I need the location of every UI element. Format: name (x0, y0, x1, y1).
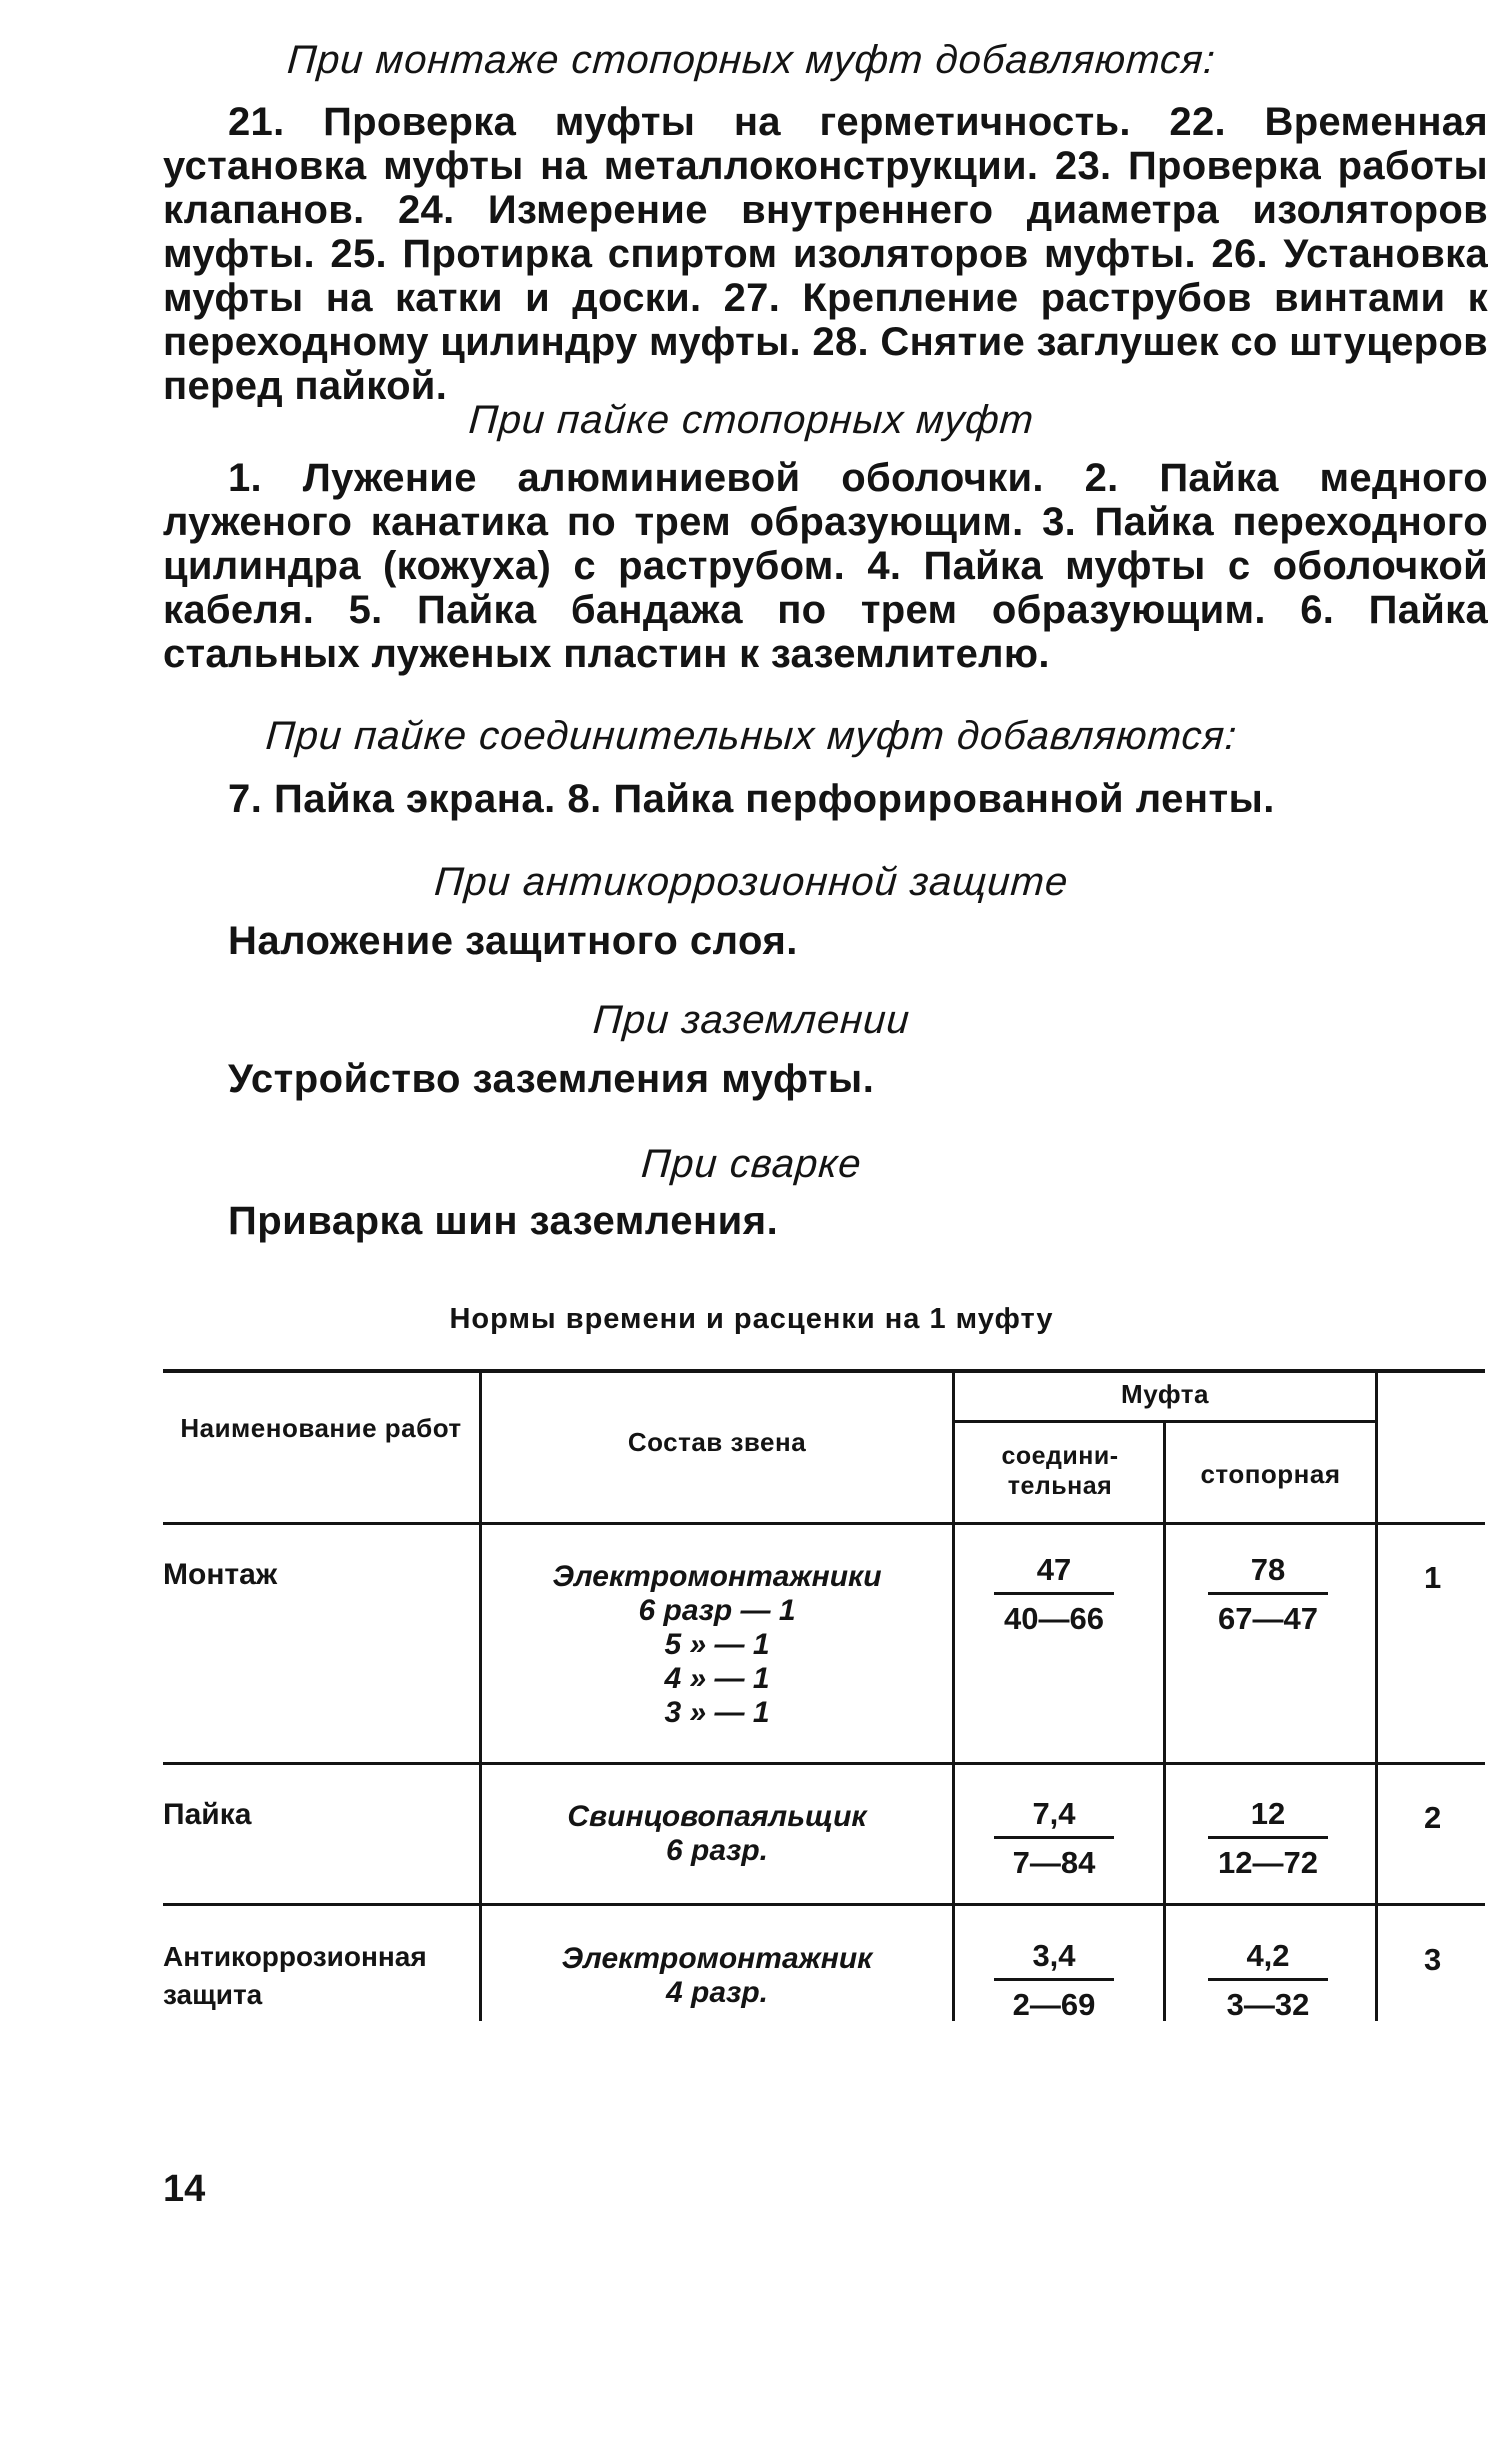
connecting-norm-price (994, 1794, 1114, 1883)
column-divider (1375, 1369, 1378, 2021)
crew-line: 4 разр. (666, 1976, 768, 2009)
header-connecting: соедини-тельная (1001, 1442, 1119, 1500)
column-divider (952, 1369, 955, 2021)
table-caption: Нормы времени и расценки на 1 муфту (449, 1303, 1054, 1335)
crew-line: 6 разр. (666, 1834, 768, 1867)
section-heading: При пайке соединительных муфт добавляются: (264, 714, 1239, 758)
connecting-norm-price (994, 1936, 1114, 2025)
table-top-rule (163, 1369, 1485, 1373)
stop-norm-price (1208, 1936, 1328, 2025)
crew-line: Электромонтажники (552, 1560, 882, 1593)
section-line: Приварка шин заземления. (228, 1199, 779, 1243)
row-work-name: Антикоррозионная защита (163, 1941, 427, 2010)
row-divider (163, 1762, 1485, 1765)
section-heading: При антикоррозионной защите (433, 860, 1070, 904)
section-heading: При монтаже стопорных муфт добавляются: (285, 38, 1218, 82)
crew-line: 3 » — 1 (664, 1696, 770, 1729)
price-value: 2—69 (1012, 1987, 1096, 2022)
page-number: 14 (163, 2168, 206, 2210)
header-work-name: Наименование работ (180, 1413, 462, 1443)
section-paragraph: 21. Проверка муфты на герметичность. 22. Временная установка муфты на металлоконструкции. 23. Проверка работы клапанов. 24. Измерение внутреннего диаметра изоляторов муфты. 25. Протирка спиртом изоляторов муфты. 26. Установка муфты на катки и доски. 27. Крепление раструбов винтами к переходному цилиндру муфты. 28. Снятие заглушек со штуцеров перед пайкой. (163, 100, 1488, 408)
crew-line: Электромонтажник (561, 1942, 873, 1975)
row-work-name: Монтаж (163, 1558, 278, 1591)
norm-value: 12 (1208, 1794, 1328, 1839)
price-value: 12—72 (1218, 1845, 1318, 1880)
crew-line: 5 » — 1 (664, 1628, 770, 1661)
section-heading: При пайке стопорных муфт (467, 398, 1036, 442)
price-value: 3—32 (1226, 1987, 1310, 2022)
row-number: 3 (1424, 1942, 1442, 1977)
section-heading: При заземлении (591, 998, 912, 1042)
row-crew (482, 1560, 952, 1730)
header-crew: Состав звена (627, 1427, 807, 1457)
section-line: Наложение защитного слоя. (228, 919, 798, 963)
row-divider (163, 1903, 1485, 1906)
price-value: 40—66 (1004, 1601, 1104, 1636)
norm-value: 4,2 (1208, 1936, 1328, 1981)
row-work-name: Пайка (163, 1798, 252, 1831)
crew-line: Свинцовопаяльщик (567, 1800, 867, 1833)
row-crew (482, 1800, 952, 1868)
section-paragraph: 1. Лужение алюминиевой оболочки. 2. Пайка медного луженого канатика по трем образующим. 3. Пайка переходного цилиндра (кожуха) с раструбом. 4. Пайка муфты с оболочкой кабеля. 5. Пайка бандажа по трем образующим. 6. Пайка стальных луженых пластин к заземлителю. (163, 456, 1488, 676)
row-number: 2 (1424, 1800, 1442, 1835)
row-crew (482, 1942, 952, 2010)
stop-norm-price (1208, 1794, 1328, 1883)
norm-value: 3,4 (994, 1936, 1114, 1981)
norm-value: 78 (1208, 1550, 1328, 1595)
section-line: Устройство заземления муфты. (228, 1057, 875, 1101)
header-stop: стопорная (1200, 1459, 1341, 1489)
section-heading: При сварке (639, 1142, 864, 1186)
stop-norm-price (1208, 1550, 1328, 1639)
header-bottom-rule (163, 1522, 1485, 1525)
column-divider (1163, 1421, 1166, 2021)
price-value: 67—47 (1218, 1601, 1318, 1636)
section-line: 7. Пайка экрана. 8. Пайка перфорированной ленты. (228, 777, 1275, 821)
row-number: 1 (1424, 1560, 1442, 1595)
norm-value: 47 (994, 1550, 1114, 1595)
crew-line: 6 разр — 1 (638, 1594, 796, 1627)
connecting-norm-price (994, 1550, 1114, 1639)
header-coupling: Муфта (1121, 1379, 1209, 1409)
price-value: 7—84 (1012, 1845, 1096, 1880)
crew-line: 4 » — 1 (664, 1662, 770, 1695)
norm-value: 7,4 (994, 1794, 1114, 1839)
